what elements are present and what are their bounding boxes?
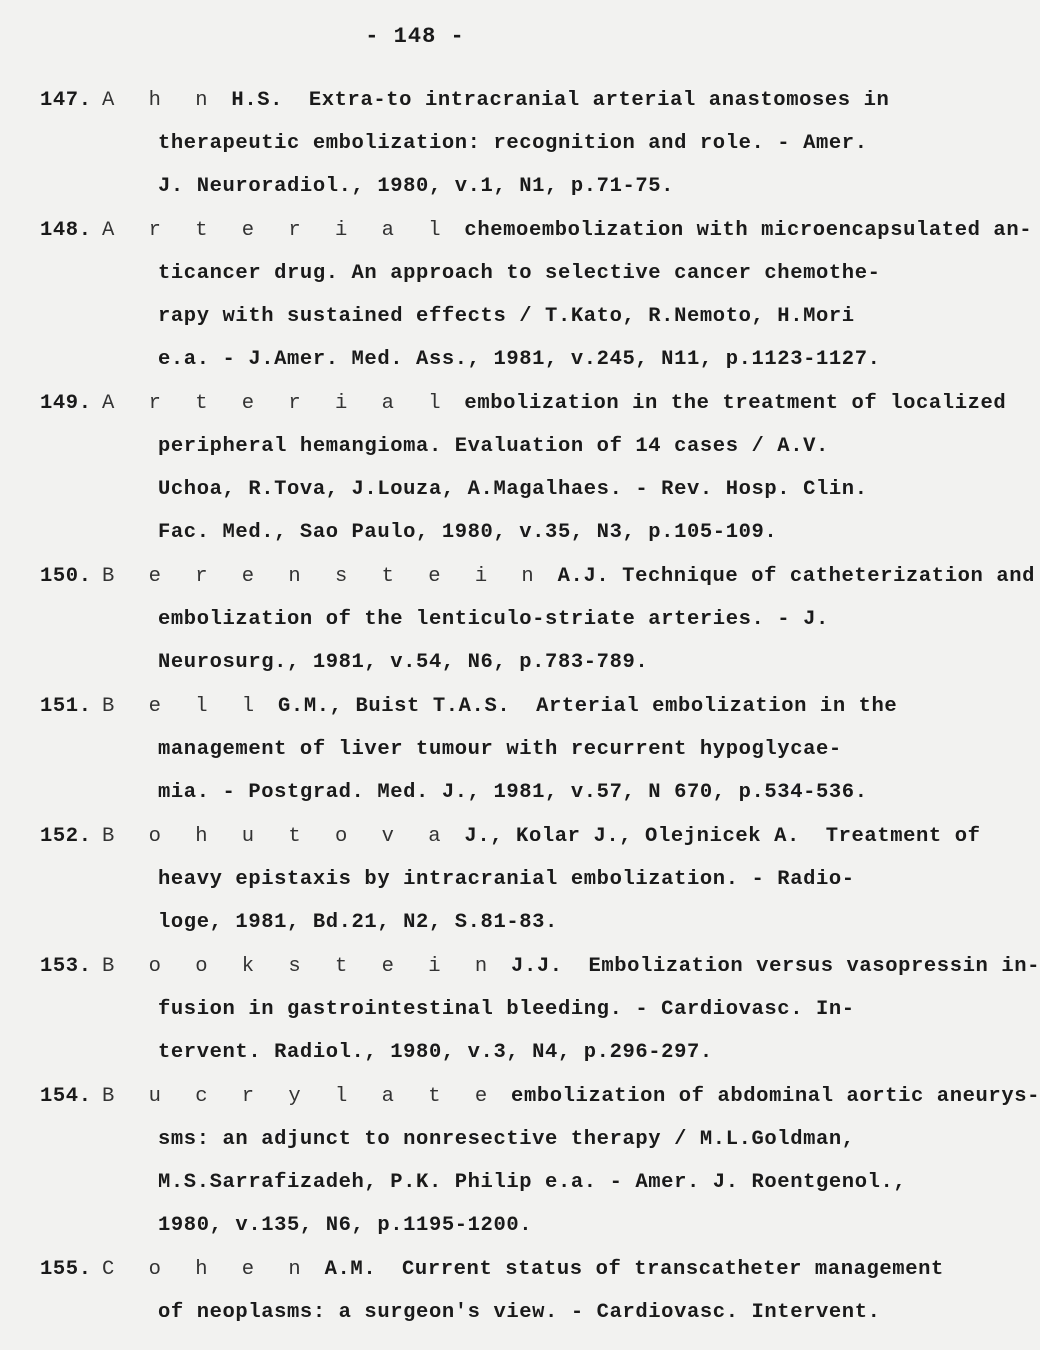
entry-line-text: J.J. Embolization versus vasopressin in- — [498, 955, 1040, 978]
entry-author-spaced: A h n — [102, 89, 219, 112]
entry-line-text: therapeutic embolization: recognition and role. - Amer. — [158, 132, 868, 155]
page-number: - 148 - — [365, 24, 465, 49]
entry-line-text: Fac. Med., Sao Paulo, 1980, v.35, N3, p.105-109. — [158, 521, 778, 544]
entry-author-spaced: B o h u t o v a — [102, 825, 452, 848]
entry-line-text: M.S.Sarrafizadeh, P.K. Philip e.a. - Amer. J. Roentgenol., — [158, 1171, 907, 1194]
entry-number: 154. — [40, 1085, 92, 1108]
entry-line-text: e.a. - J.Amer. Med. Ass., 1981, v.245, N11, p.1123-1127. — [158, 348, 881, 371]
entry-author-spaced: C o h e n — [102, 1258, 312, 1281]
entry-title-spaced: B u c r y l a t e — [102, 1085, 499, 1108]
entry-line-text: of neoplasms: a surgeon's view. - Cardiovasc. Intervent. — [158, 1301, 881, 1324]
entry-line-text: Uchoa, R.Tova, J.Louza, A.Magalhaes. - Rev. Hosp. Clin. — [158, 478, 868, 501]
entry-line-text: ticancer drug. An approach to selective cancer chemothe- — [158, 262, 881, 285]
entry-author-spaced: B e r e n s t e i n — [102, 565, 545, 588]
entry-title-spaced: A r t e r i a l — [102, 219, 452, 242]
entry-first-line — [40, 218, 1032, 244]
entry-title-spaced: A r t e r i a l — [102, 392, 452, 415]
entry-line-text: tervent. Radiol., 1980, v.3, N4, p.296-297. — [158, 1041, 713, 1064]
entry-line-text: A.M. Current status of transcatheter management — [311, 1258, 944, 1281]
entry-line-text: Neurosurg., 1981, v.54, N6, p.783-789. — [158, 651, 649, 674]
entry-line-text: embolization in the treatment of localized — [451, 392, 1007, 415]
entry-line-text: G.M., Buist T.A.S. Arterial embolization in the — [265, 695, 898, 718]
entry-number: 149. — [40, 392, 92, 415]
entry-first-line — [40, 1084, 1040, 1110]
entry-number: 151. — [40, 695, 92, 718]
entry-line-text: sms: an adjunct to nonresective therapy / M.L.Goldman, — [158, 1128, 855, 1151]
entry-line-text: J. Neuroradiol., 1980, v.1, N1, p.71-75. — [158, 175, 675, 198]
entry-number: 148. — [40, 219, 92, 242]
entry-first-line — [40, 694, 897, 720]
entry-line-text: embolization of the lenticulo-striate arteries. - J. — [158, 608, 829, 631]
entry-line-text: management of liver tumour with recurrent hypoglycae- — [158, 738, 842, 761]
entry-line-text: embolization of abdominal aortic aneurys- — [498, 1085, 1040, 1108]
entry-line-text: peripheral hemangioma. Evaluation of 14 cases / A.V. — [158, 435, 829, 458]
entry-line-text: loge, 1981, Bd.21, N2, S.81-83. — [158, 911, 558, 934]
entry-number: 153. — [40, 955, 92, 978]
entry-author-spaced: B e l l — [102, 695, 266, 718]
entry-line-text: fusion in gastrointestinal bleeding. - Cardiovasc. In- — [158, 998, 855, 1021]
entry-line-text: mia. - Postgrad. Med. J., 1981, v.57, N 670, p.534-536. — [158, 781, 868, 804]
entry-first-line — [40, 391, 1006, 417]
entry-line-text: J., Kolar J., Olejnicek A. Treatment of — [451, 825, 981, 848]
entry-line-text: A.J. Technique of catheterization and — [544, 565, 1036, 588]
entry-first-line — [40, 564, 1035, 590]
entry-number: 150. — [40, 565, 92, 588]
entry-line-text: chemoembolization with microencapsulated an- — [451, 219, 1033, 242]
entry-first-line — [40, 824, 981, 850]
entry-first-line — [40, 954, 1040, 980]
entry-number: 152. — [40, 825, 92, 848]
entry-number: 155. — [40, 1258, 92, 1281]
entry-line-text: heavy epistaxis by intracranial embolization. - Radio- — [158, 868, 855, 891]
entry-line-text: H.S. Extra-to intracranial arterial anastomoses in — [218, 89, 890, 112]
entry-first-line — [40, 1257, 944, 1283]
entry-line-text: 1980, v.135, N6, p.1195-1200. — [158, 1214, 533, 1237]
entry-first-line — [40, 88, 889, 114]
entry-line-text: rapy with sustained effects / T.Kato, R.Nemoto, H.Mori — [158, 305, 855, 328]
entry-number: 147. — [40, 89, 92, 112]
entry-author-spaced: B o o k s t e i n — [102, 955, 499, 978]
